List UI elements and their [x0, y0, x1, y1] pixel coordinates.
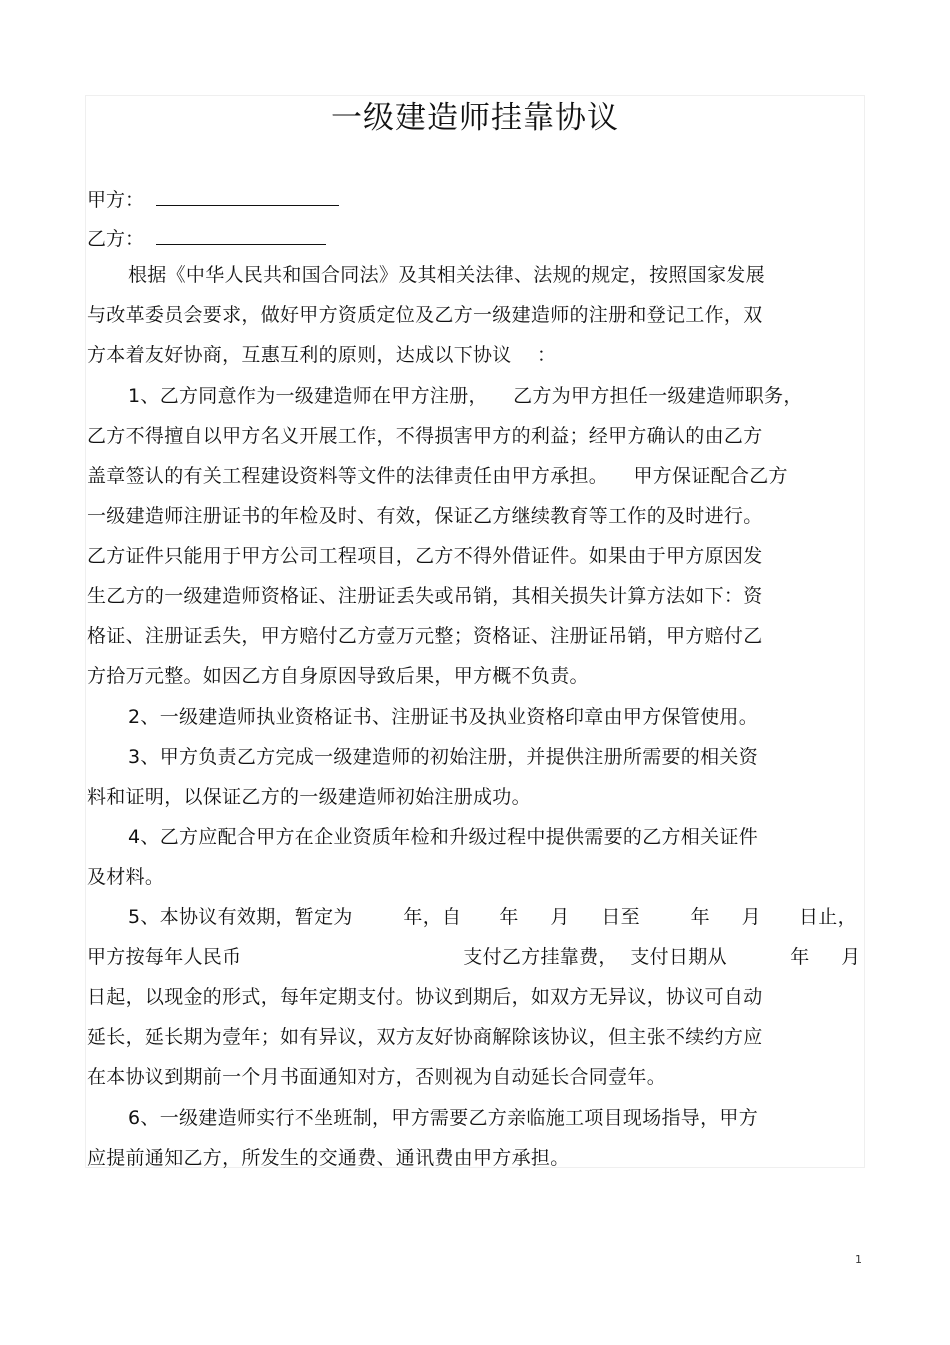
- body-line: 盖章签认的有关工程建设资料等文件的法律责任由甲方承担。 甲方保证配合乙方: [87, 465, 788, 487]
- body-line: 乙方不得擅自以甲方名义开展工作，不得损害甲方的利益；经甲方确认的由乙方: [87, 425, 763, 447]
- body-line: 日起，以现金的形式，每年定期支付。协议到期后，如双方无异议，协议可自动: [87, 986, 763, 1008]
- body-line: 根据《中华人民共和国合同法》及其相关法律、法规的规定，按照国家发展: [128, 264, 765, 286]
- body-line: 应提前通知乙方，所发生的交通费、通讯费由甲方承担。: [87, 1147, 570, 1169]
- body-line: 甲方按每年人民币 支付乙方挂靠费， 支付日期从 年 月: [87, 946, 861, 968]
- party-b-row: [87, 222, 326, 254]
- party-a-row: [87, 183, 339, 215]
- body-line: 料和证明，以保证乙方的一级建造师初始注册成功。: [87, 786, 531, 808]
- body-line: 生乙方的一级建造师资格证、注册证丢失或吊销，其相关损失计算方法如下：资: [87, 585, 763, 607]
- body-line: 2、一级建造师执业资格证书、注册证书及执业资格印章由甲方保管使用。: [128, 706, 758, 728]
- body-line: 格证、注册证丢失，甲方赔付乙方壹万元整；资格证、注册证吊销，甲方赔付乙: [87, 625, 763, 647]
- body-line: 3、甲方负责乙方完成一级建造师的初始注册，并提供注册所需要的相关资: [128, 746, 758, 768]
- party-a-blank-line[interactable]: [156, 183, 339, 206]
- party-b-blank-line[interactable]: [156, 222, 326, 245]
- body-line: 方拾万元整。如因乙方自身原因导致后果，甲方概不负责。: [87, 665, 589, 687]
- party-a-label: 甲方：: [87, 189, 145, 211]
- body-line: 4、乙方应配合甲方在企业资质年检和升级过程中提供需要的乙方相关证件: [128, 826, 758, 848]
- body-line: 方本着友好协商，互惠互利的原则，达成以下协议 ：: [87, 344, 557, 366]
- body-line: 延长，延长期为壹年；如有异议，双方友好协商解除该协议，但主张不续约方应: [87, 1026, 763, 1048]
- body-line: 一级建造师注册证书的年检及时、有效，保证乙方继续教育等工作的及时进行。: [87, 505, 763, 527]
- body-line: 5、本协议有效期，暂定为 年，自 年 月 日至 年 月 日止，: [128, 906, 857, 928]
- party-b-label: 乙方：: [87, 228, 145, 250]
- body-line: 6、一级建造师实行不坐班制，甲方需要乙方亲临施工项目现场指导，甲方: [128, 1107, 758, 1129]
- body-line: 与改革委员会要求，做好甲方资质定位及乙方一级建造师的注册和登记工作，双: [87, 304, 763, 326]
- page-number: 1: [855, 1253, 862, 1266]
- body-line: 在本协议到期前一个月书面通知对方，否则视为自动延长合同壹年。: [87, 1066, 667, 1088]
- body-line: 及材料。: [87, 866, 165, 888]
- body-line: 1、乙方同意作为一级建造师在甲方注册， 乙方为甲方担任一级建造师职务，: [128, 385, 803, 407]
- body-line: 乙方证件只能用于甲方公司工程项目，乙方不得外借证件。如果由于甲方原因发: [87, 545, 763, 567]
- document-title: 一级建造师挂靠协议: [331, 100, 619, 136]
